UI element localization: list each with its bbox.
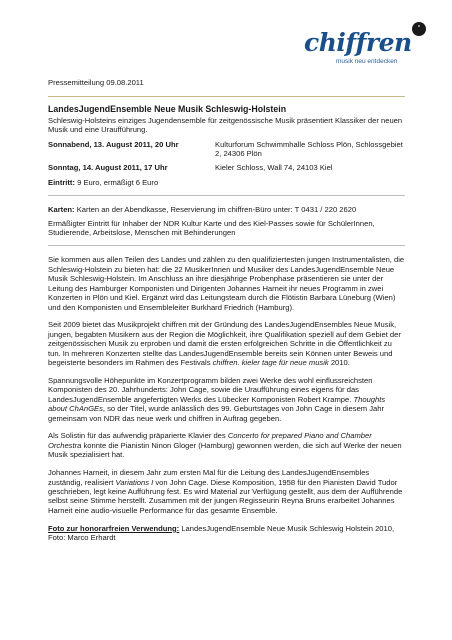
paragraph-history [48,320,405,367]
photo-credit [48,524,405,543]
paragraph-text: Johannes Harneit, in diesem Jahr zum ersten Mal für die Leitung des LandesJugendEnsembles zuständig, realisiert [48,468,370,487]
work-title: Thoughts about ChAnGEs [48,394,386,414]
paragraph-program [48,376,405,423]
event-date: Sonntag, 14. August 2011, 17 Uhr [48,163,168,173]
photo-credit-text: LandesJugendEnsemble Neue Musik Schleswig Holstein 2010, Foto: Marco Erhardt [48,523,395,543]
tickets-label: Karten: [48,205,75,215]
section-divider [48,245,405,246]
section-divider [48,195,405,196]
header-divider [48,96,405,97]
paragraph-intro: Sie kommen aus allen Teilen des Landes und zählen zu den qualifiziertesten jungen Instrumentalisten, die Schleswig-Holstein zu bieten hat: die 22 MusikerInnen und Musiker des LandesJugendEnsemble Neue Musik Schleswig-Holstein. Im Anschluss an ihre diesjährige Probenphase präsentieren sie unter der Leitung des Hamburger Komponisten und Dirigenten Johannes Harneit ihr neues Programm in zwei Konzerten in Plön und Kiel. Ergänzt wird das Leitungsteam durch die Flötistin Barbara Lüneburg (Wien) und den Komponisten und Ensembleleiter Burkhard Friedrich (Hamburg). [48,255,405,312]
admission-info [48,178,405,187]
event-venue: Kulturforum Schwimmhalle Schloss Plön, Schlossgebiet 2, 24306 Plön [215,139,403,159]
paragraph-text: Seit 2009 bietet das Musikprojekt chiffren mit der Gründung des LandesJugendEnsembles Neue Musik, jungen, begabten Musikern aus der Region die Möglichkeit, ihre Qualifikation speziell auf dem Gebiet der zeitgenössischen Musik zu erproben und damit die ersten erfolgreichen Schritte in die Öffentlichkeit zu tun. In mehreren Konzerten stellte das LandesJugendEnsemble bereits sein Können unter Beweis und begeisterte besonders im Rahmen des Festivals [48,320,401,368]
paragraph-text: von John Cage. Diese Komposition, 1958 für den Pianisten David Tudor geschrieben, legt keine Aufführung fest. Es wird Material zur Verfügung gestellt, aus dem der Aufführende selbst seine Stimme herstellt. Zusammen mit der jungen Regisseurin Reyna Bruns erarbeitet Johannes Harneit eine audio-visuelle Performance für das gesamte Ensemble. [48,477,403,515]
event-row [48,140,405,159]
page-title: LandesJugendEnsemble Neue Musik Schleswig-Holstein [48,104,287,115]
work-title: Variations I [115,477,154,487]
paragraph-harneit [48,468,405,515]
logo-badge-icon: ° [412,22,426,36]
event-row [48,163,405,172]
event-venue: Kieler Schloss, Wall 74, 24103 Kiel [215,163,333,173]
tickets-text: Karten an der Abendkasse, Reservierung im chiffren-Büro unter: T 0431 / 220 2620 [76,205,357,215]
press-release-body [48,78,405,543]
event-date: Sonnabend, 13. August 2011, 20 Uhr [48,139,179,149]
page-subtitle: Schleswig-Holsteins einziges Jugendensemble für zeitgenössische Musik präsentiert Klassiker der neuen Musik und eine Uraufführung. [48,115,403,135]
release-date: Pressemitteilung 09.08.2011 [48,78,144,87]
paragraph-text: Als Solistin für das aufwendig präparierte Klavier des [48,431,228,441]
chiffren-logo [300,22,426,72]
festival-name: chiffren. kieler tage für neue musik [212,358,329,368]
paragraph-text: 2010. [328,358,350,368]
logo-wordmark: chiffren [304,28,412,57]
work-title: Concerto for prepared Piano and Chamber Orchestra [48,431,372,450]
paragraph-text: konnte die Pianistin Ninon Gloger (Hamburg) gewonnen werden, die sich auf Werke der neuen Musik spezialisiert hat. [48,440,402,460]
discount-info: Ermäßigter Eintritt für Inhaber der NDR Kultur Karte und des Kiel-Passes sowie für SchülerInnen, Studierende, Arbeitslose, Menschen mit Behinderungen [48,218,375,238]
paragraph-text: , so der Titel, wurde anlässlich des 99. Geburtstages von John Cage in diesem Jahr gemeinsam von NDR das neue werk und chiffren in Auftrag gegeben. [48,404,385,423]
paragraph-soloist [48,431,405,459]
paragraph-text: Spannungsvolle Höhepunkte im Konzertprogramm bilden zwei Werke des wohl einflussreichsten Komponisten des 20. Jahrhunderts: John Cage, sowie die Uraufführung eines eigens für das LandesJugendEnsemble angefertigten Werks des Lübecker Komponisten Robert Krampe. [48,375,373,404]
admission-label: Eintritt: [48,177,75,187]
photo-credit-label: Foto zur honorarfreien Verwendung: [48,523,180,533]
tickets-info [48,205,405,214]
admission-text: 9 Euro, ermäßigt 6 Euro [77,177,159,187]
logo-tagline: musik neu entdecken [336,58,398,65]
